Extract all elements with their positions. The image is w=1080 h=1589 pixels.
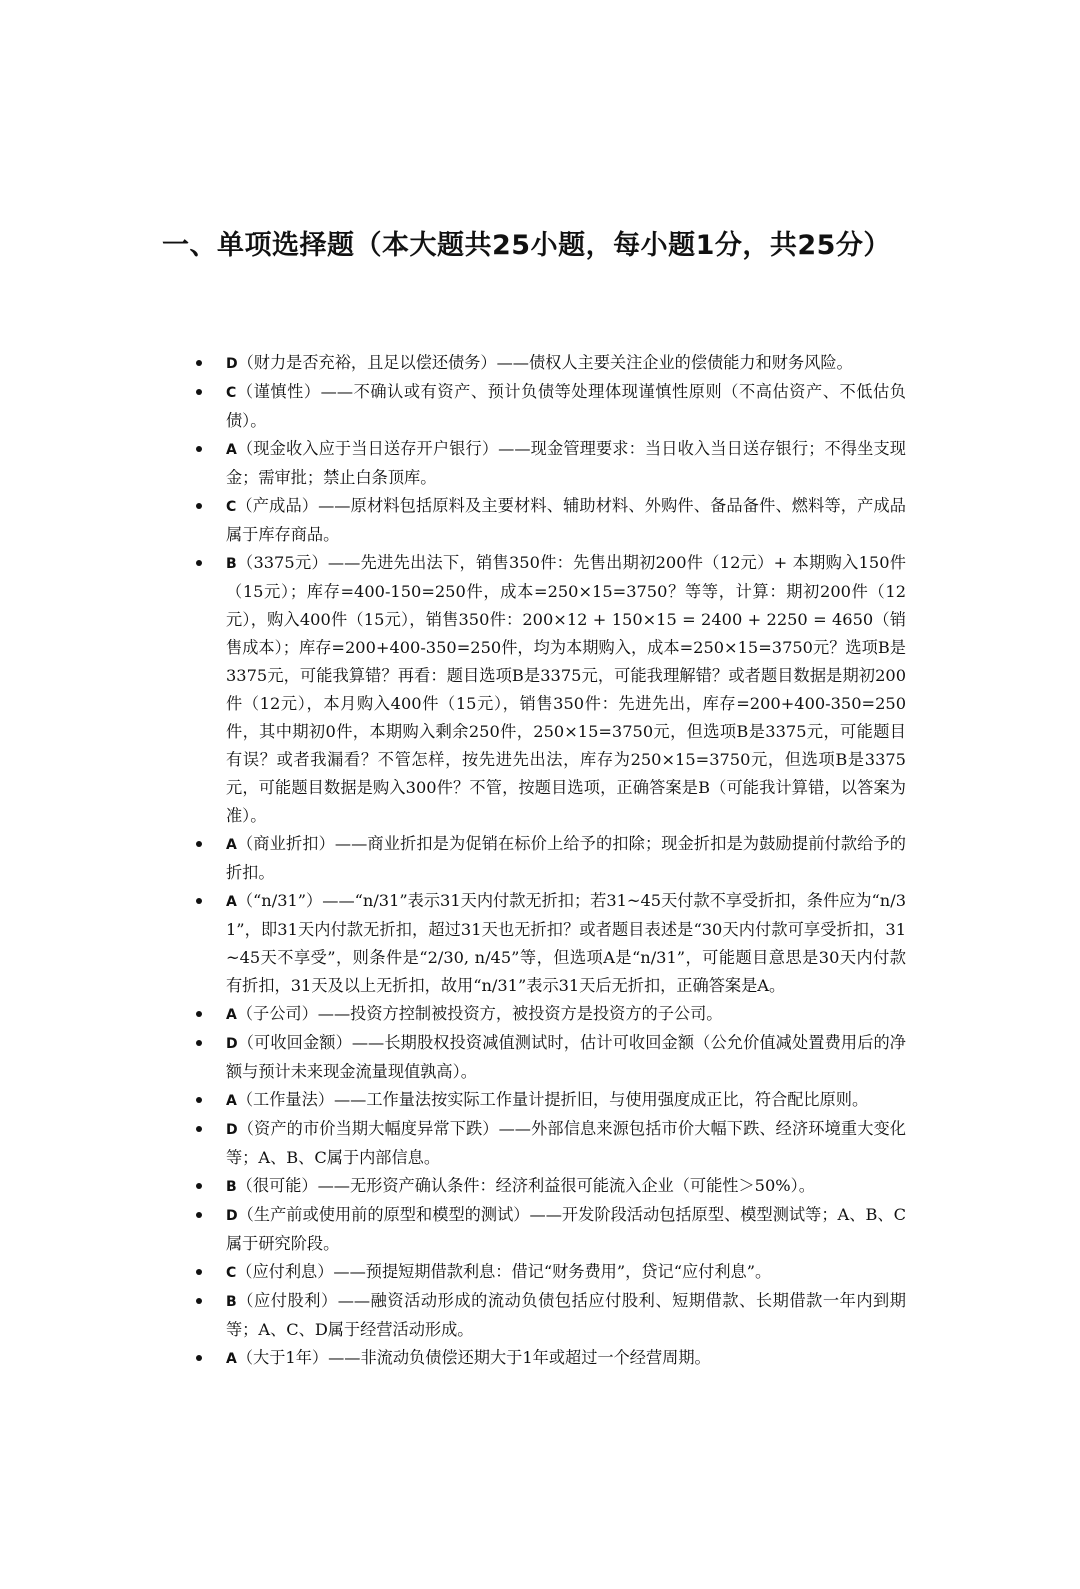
answer-item: [226, 1172, 906, 1201]
answer-item: [226, 830, 906, 887]
bullet-icon: [196, 560, 202, 566]
answer-letter: A: [226, 442, 237, 458]
bullet-icon: [196, 1355, 202, 1361]
answer-explanation: （应付股利）——融资活动形成的流动负债包括应付股利、短期借款、长期借款一年内到期等；A、C、D属于经营活动形成。: [226, 1291, 906, 1339]
answer-list: [226, 349, 906, 1373]
answer-item: [226, 1287, 906, 1344]
answer-item: [226, 1344, 906, 1373]
answer-item: [226, 887, 906, 1000]
answer-item: [226, 1029, 906, 1086]
answer-letter: D: [226, 356, 238, 372]
answer-explanation: （产成品）——原材料包括原料及主要材料、辅助材料、外购件、备品备件、燃料等，产成品属于库存商品。: [226, 496, 906, 544]
answer-explanation: （现金收入应于当日送存开户银行）——现金管理要求：当日收入当日送存银行；不得坐支现金；需审批；禁止白条顶库。: [226, 439, 906, 487]
answer-explanation: （应付利息）——预提短期借款利息：借记“财务费用”，贷记“应付利息”。: [236, 1262, 772, 1281]
answer-letter: D: [226, 1036, 238, 1052]
answer-letter: C: [226, 1265, 237, 1281]
answer-explanation: （可收回金额）——长期股权投资减值测试时，估计可收回金额（公允价值减处置费用后的净额与预计未来现金流量现值孰高）。: [226, 1033, 906, 1081]
answer-letter: D: [226, 1208, 238, 1224]
answer-item: [226, 1115, 906, 1172]
section-title: 一、单项选择题（本大题共25小题，每小题1分，共25分）: [162, 230, 891, 261]
answer-item: [226, 435, 906, 492]
answer-letter: D: [226, 1122, 238, 1138]
answer-letter: A: [226, 1351, 237, 1367]
answer-explanation: （“n/31”）——“n/31”表示31天内付款无折扣；若31~45天付款不享受折扣，条件应为“n/31”，即31天内付款无折扣，超过31天也无折扣？或者题目表述是“30天内付款可享受折扣，31~45天不享受”，则条件是“2/30, n/45”等，但选项A是“n/31”，可能题目意思是30天内付款有折扣，31天及以上无折扣，故用“n/31”表示31天后无折扣，正确答案是A。: [226, 891, 906, 995]
answer-explanation: （商业折扣）——商业折扣是为促销在标价上给予的扣除；现金折扣是为鼓励提前付款给予的折扣。: [226, 834, 906, 882]
answer-item: [226, 349, 906, 378]
answer-explanation: （很可能）——无形资产确认条件：经济利益很可能流入企业（可能性＞50%）。: [236, 1176, 815, 1195]
answer-letter: A: [226, 894, 237, 910]
answer-item: [226, 1086, 906, 1115]
answer-letter: A: [226, 1093, 237, 1109]
answer-explanation: （资产的市价当期大幅度异常下跌）——外部信息来源包括市价大幅下跌、经济环境重大变化等；A、B、C属于内部信息。: [226, 1119, 906, 1167]
answer-item: [226, 378, 906, 435]
answer-explanation: （生产前或使用前的原型和模型的测试）——开发阶段活动包括原型、模型测试等；A、B、C属于研究阶段。: [226, 1205, 906, 1253]
bullet-icon: [196, 841, 202, 847]
answer-letter: A: [226, 1007, 237, 1023]
answer-letter: A: [226, 837, 237, 853]
answer-item: [226, 1000, 906, 1029]
answer-item: [226, 492, 906, 549]
answer-explanation: （3375元）——先进先出法下，销售350件：先售出期初200件（12元）+ 本期购入150件（15元）；库存=400-150=250件，成本=250×15=3750？等等，计算：期初200件（12元），购入400件（15元），销售350件：200×12 + 150×15 = 2400 + 2250 = 4650（销售成本）；库存=200+400-350=250件，均为本期购入，成本=250×15=3750元？选项B是3375元，可能我算错？再看：题目选项B是3375元，可能我理解错？或者题目数据是期初200件（12元），本月购入400件（15元），销售350件：先进先出，库存=200+400-350=250件，其中期初0件，本期购入剩余250件，250×15=3750元，但选项B是3375元，可能题目有误？或者我漏看？不管怎样，按先进先出法，库存为250×15=3750元，但选项B是3375元，可能题目数据是购入300件？不管，按题目选项，正确答案是B（可能我计算错，以答案为准）。: [226, 553, 906, 825]
bullet-icon: [196, 446, 202, 452]
answer-explanation: （财力是否充裕，且足以偿还债务）——债权人主要关注企业的偿债能力和财务风险。: [237, 353, 853, 372]
bullet-icon: [196, 389, 202, 395]
answer-letter: C: [226, 385, 237, 401]
answer-item: [226, 549, 906, 830]
bullet-icon: [196, 1097, 202, 1103]
answer-explanation: （子公司）——投资方控制被投资方，被投资方是投资方的子公司。: [236, 1004, 723, 1023]
bullet-icon: [196, 1126, 202, 1132]
bullet-icon: [196, 1040, 202, 1046]
answer-letter: B: [226, 556, 237, 572]
answer-letter: C: [226, 499, 237, 515]
answer-item: [226, 1258, 906, 1287]
bullet-icon: [196, 1011, 202, 1017]
bullet-icon: [196, 1298, 202, 1304]
answer-explanation: （谨慎性）——不确认或有资产、预计负债等处理体现谨慎性原则（不高估资产、不低估负债）。: [226, 382, 906, 430]
bullet-icon: [196, 898, 202, 904]
answer-letter: B: [226, 1179, 237, 1195]
answer-explanation: （工作量法）——工作量法按实际工作量计提折旧，与使用强度成正比，符合配比原则。: [236, 1090, 869, 1109]
answer-explanation: （大于1年）——非流动负债偿还期大于1年或超过一个经营周期。: [236, 1348, 711, 1367]
answer-item: [226, 1201, 906, 1258]
bullet-icon: [196, 503, 202, 509]
bullet-icon: [196, 1212, 202, 1218]
answer-letter: B: [226, 1294, 237, 1310]
bullet-icon: [196, 1269, 202, 1275]
bullet-icon: [196, 360, 202, 366]
bullet-icon: [196, 1183, 202, 1189]
